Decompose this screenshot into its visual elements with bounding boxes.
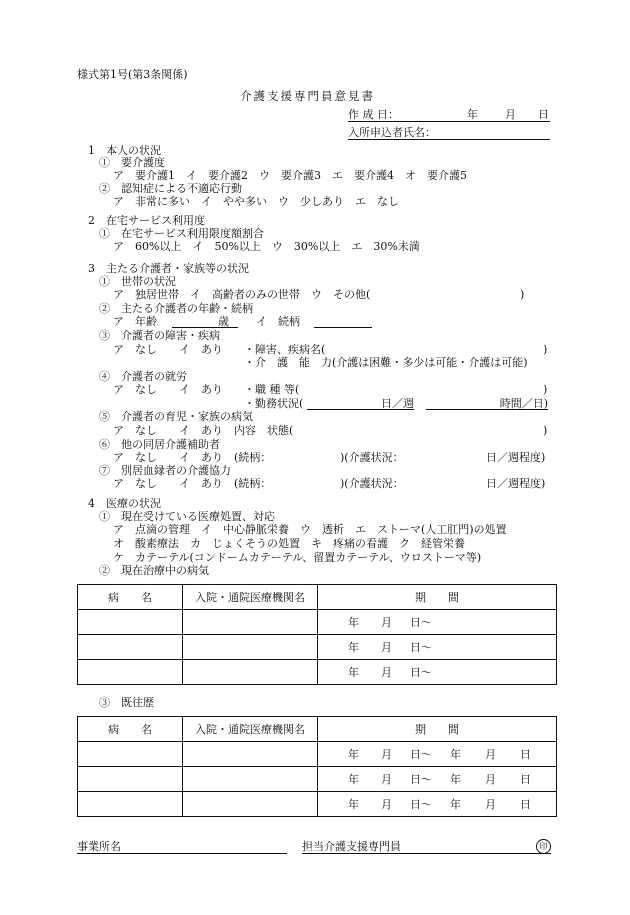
office-name-label: 事業所名 xyxy=(77,840,121,853)
table-row xyxy=(78,792,557,817)
period-month: 月 xyxy=(381,666,392,679)
table-header-row xyxy=(78,717,557,742)
s2-q1-label: ① 在宅サービス利用限度額割合 xyxy=(99,227,264,240)
s3-q7-label: ⑦ 別居血縁者の介護協力 xyxy=(99,464,231,477)
s3-q5-label: ⑤ 介護者の育児・家族の病気 xyxy=(99,410,253,423)
date-day-label: 日 xyxy=(538,108,549,121)
section-3-heading: 3 主たる介護者・家族等の状況 xyxy=(88,262,249,275)
disease-header: 病 名 xyxy=(78,585,183,610)
s4-q3-label: ③ 既往歴 xyxy=(99,696,154,709)
period-month-end: 月 xyxy=(485,748,496,761)
table-row xyxy=(78,742,557,767)
period-header: 期 間 xyxy=(318,717,557,742)
medical-treatment-options-3[interactable]: ケ カテーテル(コンドームカテーテル、留置カテーテル、ウロストーマ等) xyxy=(113,551,482,564)
period-day-end: 日 xyxy=(520,798,531,811)
current-illness-table xyxy=(77,584,557,685)
hospital-cell[interactable] xyxy=(183,635,318,660)
caregiver-age-label: ア 年齢 xyxy=(113,315,157,328)
occupation-close: ) xyxy=(543,383,548,396)
caregiver-relation-label: イ 続柄 xyxy=(256,315,300,328)
creation-date-label: 作 成 日： xyxy=(348,108,399,121)
caregiver-illness-options[interactable]: ア なし イ あり xyxy=(113,343,223,356)
medical-treatment-options-2[interactable]: オ 酸素療法 カ じょくそうの処置 キ 疼痛の看護 ク 経管栄養 xyxy=(113,537,465,550)
occupation-label: ・職 種 等( xyxy=(244,383,300,396)
cohabitant-frequency: 日／週程度) xyxy=(486,451,546,464)
s4-q1-label: ① 現在受けている医療処置、対応 xyxy=(99,510,275,523)
s3-q1-label: ① 世帯の状況 xyxy=(99,275,176,288)
period-cell[interactable] xyxy=(318,610,557,635)
period-month: 月 xyxy=(381,641,392,654)
period-year: 年 xyxy=(348,666,359,679)
s3-q3-label: ③ 介護者の障害・疾病 xyxy=(99,329,220,342)
period-month: 月 xyxy=(381,773,392,786)
disease-cell[interactable] xyxy=(78,792,183,817)
s4-q2-label: ② 現在治療中の病気 xyxy=(99,564,209,577)
hospital-header: 入院・通院医療機関名 xyxy=(183,717,318,742)
period-month: 月 xyxy=(381,748,392,761)
office-name-field[interactable] xyxy=(77,840,287,854)
hospital-cell[interactable] xyxy=(183,792,318,817)
childcare-close: ) xyxy=(543,424,548,437)
table-row xyxy=(78,610,557,635)
s1-q1-label: ① 要介護度 xyxy=(99,156,165,169)
period-day-end: 日 xyxy=(520,773,531,786)
period-cell[interactable] xyxy=(318,742,557,767)
period-cell[interactable] xyxy=(318,767,557,792)
section-1-heading: 1 本人の状況 xyxy=(88,144,161,157)
period-day: 日〜 xyxy=(410,666,432,679)
dementia-behavior-options[interactable]: ア 非常に多い イ やや多い ウ 少しあり エ なし xyxy=(113,195,399,208)
caregiver-age-field[interactable] xyxy=(172,315,238,328)
s1-q2-label: ② 認知症による不適応行動 xyxy=(99,182,242,195)
period-month: 月 xyxy=(381,616,392,629)
disease-cell[interactable] xyxy=(78,767,183,792)
work-days-unit: 日／週 xyxy=(381,397,414,410)
creation-date-field[interactable] xyxy=(348,108,550,122)
illness-name-label: ・障害、疾病名( xyxy=(244,343,326,356)
period-cell[interactable] xyxy=(318,792,557,817)
cohabitant-helper-options[interactable]: ア なし イ あり (続柄： xyxy=(113,451,272,464)
work-days-field[interactable] xyxy=(307,397,414,410)
age-unit: 歳 xyxy=(218,315,229,328)
caregiver-relation-field[interactable] xyxy=(314,315,372,328)
period-year: 年 xyxy=(348,641,359,654)
seal-mark: 印 xyxy=(536,839,551,854)
hospital-cell[interactable] xyxy=(183,767,318,792)
relative-support-options[interactable]: ア なし イ あり (続柄： xyxy=(113,477,272,490)
table-row xyxy=(78,660,557,685)
disease-cell[interactable] xyxy=(78,660,183,685)
period-day: 日〜 xyxy=(410,798,432,811)
s3-q2-label: ② 主たる介護者の年齢・続柄 xyxy=(99,302,253,315)
applicant-name-label: 入所申込者氏名： xyxy=(348,126,436,139)
period-year-end: 年 xyxy=(450,748,461,761)
period-year-end: 年 xyxy=(450,773,461,786)
care-manager-label: 担当介護支援専門員 xyxy=(302,840,401,853)
date-year-label: 年 xyxy=(467,108,478,121)
relative-frequency: 日／週程度) xyxy=(486,477,546,490)
period-year: 年 xyxy=(348,616,359,629)
period-cell[interactable] xyxy=(318,635,557,660)
work-status-label: ・勤務状況( xyxy=(244,397,304,410)
date-month-label: 月 xyxy=(505,108,516,121)
disease-cell[interactable] xyxy=(78,742,183,767)
s3-q6-label: ⑥ 他の同居介護補助者 xyxy=(99,438,220,451)
period-year: 年 xyxy=(348,798,359,811)
applicant-name-field[interactable] xyxy=(348,126,550,140)
household-close: ) xyxy=(520,288,525,301)
period-cell[interactable] xyxy=(318,660,557,685)
past-illness-table xyxy=(77,716,557,817)
period-month: 月 xyxy=(381,798,392,811)
medical-treatment-options-1[interactable]: ア 点滴の管理 イ 中心静脈栄養 ウ 透析 エ ストーマ(人工肛門)の処置 xyxy=(113,523,507,536)
period-month-end: 月 xyxy=(485,773,496,786)
table-row xyxy=(78,767,557,792)
work-hours-unit: 時間／日) xyxy=(499,397,548,410)
period-day: 日〜 xyxy=(410,773,432,786)
form-number: 様式第1号(第3条関係) xyxy=(77,68,188,81)
disease-cell[interactable] xyxy=(78,635,183,660)
care-level-options[interactable]: ア 要介護1 イ 要介護2 ウ 要介護3 エ 要介護4 オ 要介護5 xyxy=(113,169,467,182)
hospital-header: 入院・通院医療機関名 xyxy=(183,585,318,610)
hospital-cell[interactable] xyxy=(183,610,318,635)
work-hours-field[interactable] xyxy=(426,397,548,410)
table-header-row xyxy=(78,585,557,610)
table-row xyxy=(78,635,557,660)
period-day: 日〜 xyxy=(410,641,432,654)
cohabitant-care-status: )(介護状況： xyxy=(340,451,404,464)
care-manager-field[interactable] xyxy=(302,840,551,854)
period-day-end: 日 xyxy=(520,748,531,761)
hospital-cell[interactable] xyxy=(183,660,318,685)
period-day: 日〜 xyxy=(410,748,432,761)
period-year-end: 年 xyxy=(450,798,461,811)
s3-q4-label: ④ 介護者の就労 xyxy=(99,370,187,383)
childcare-options[interactable]: ア なし イ あり 内容 状態( xyxy=(113,424,294,437)
section-2-heading: 2 在宅サービス利用度 xyxy=(88,214,205,227)
disease-cell[interactable] xyxy=(78,610,183,635)
hospital-cell[interactable] xyxy=(183,742,318,767)
illness-name-close: ) xyxy=(543,343,548,356)
period-year: 年 xyxy=(348,773,359,786)
caregiver-work-options[interactable]: ア なし イ あり xyxy=(113,383,223,396)
section-4-heading: 4 医療の状況 xyxy=(88,497,161,510)
service-usage-options[interactable]: ア 60%以上 イ 50%以上 ウ 30%以上 エ 30%未満 xyxy=(113,240,420,253)
relative-care-status: )(介護状況： xyxy=(340,477,404,490)
period-month-end: 月 xyxy=(485,798,496,811)
page-title: 介護支援専門員意見書 xyxy=(240,89,375,103)
period-header: 期 間 xyxy=(318,585,557,610)
period-day: 日〜 xyxy=(410,616,432,629)
household-options[interactable]: ア 独居世帯 イ 高齢者のみの世帯 ウ その他( xyxy=(113,288,371,301)
disease-header: 病 名 xyxy=(78,717,183,742)
care-ability-options[interactable]: ・介 護 能 力(介護は困難・多少は可能・介護は可能) xyxy=(244,356,528,369)
period-year: 年 xyxy=(348,748,359,761)
